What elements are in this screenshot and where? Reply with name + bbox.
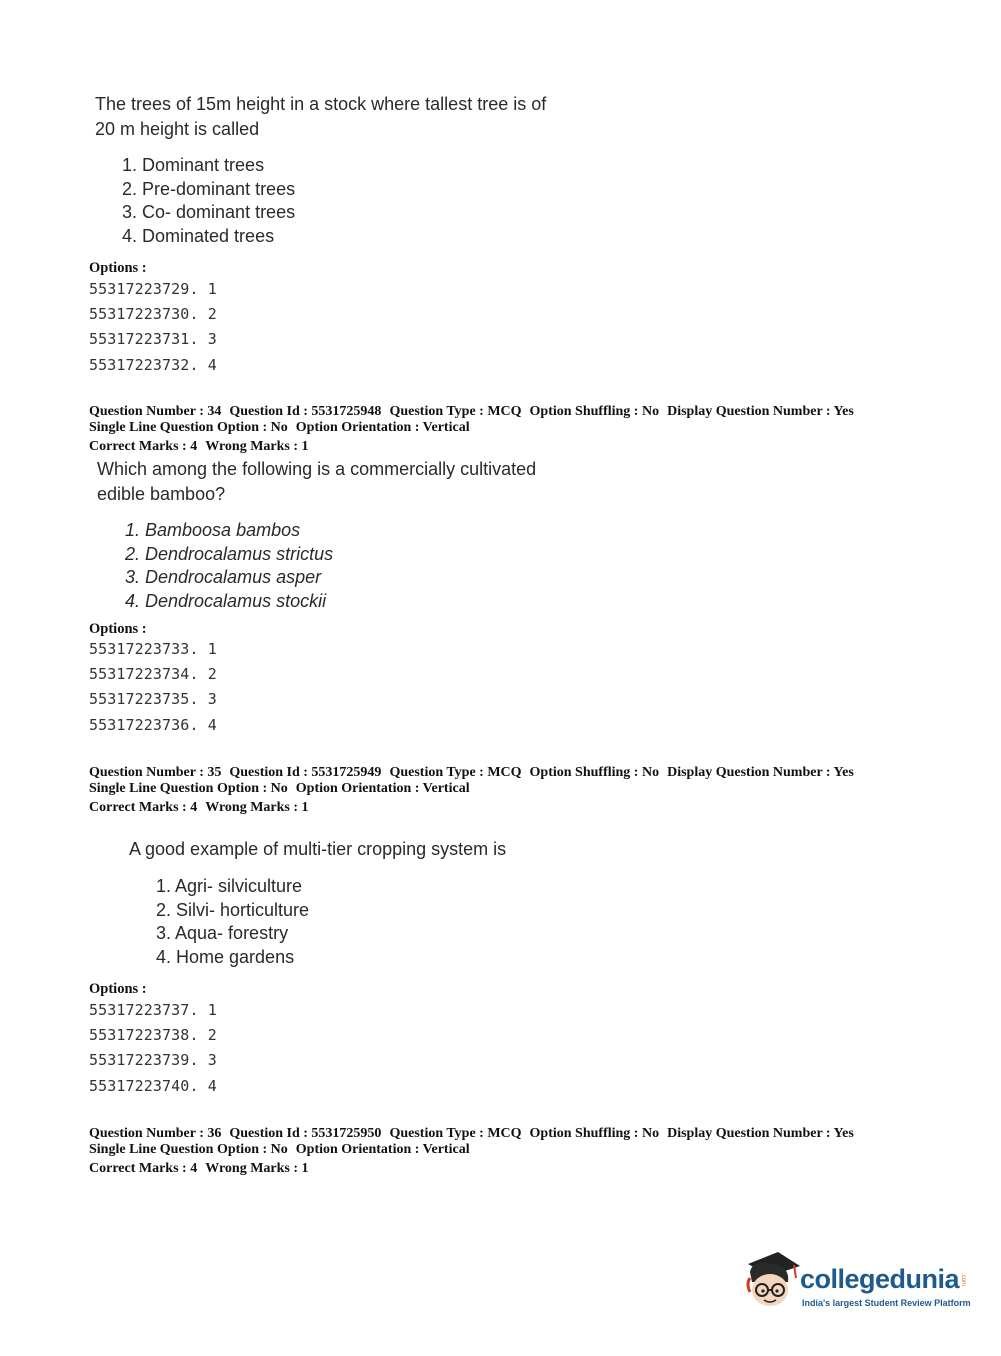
question-type: Question Type : MCQ (389, 404, 522, 419)
q34-choice: 3. Dendrocalamus asper (125, 567, 322, 587)
question-id: Question Id : 5531725949 (229, 765, 382, 780)
q35-meta (89, 765, 854, 816)
q33-choice: 1. Dominant trees (122, 155, 265, 175)
q34-text-line1: Which among the following is a commercially cultivated (97, 459, 537, 479)
q34-meta-line3 (89, 439, 854, 455)
q33-text-line1: The trees of 15m height in a stock where tallest tree is of (95, 94, 547, 114)
single-line-option: Single Line Question Option : No (89, 419, 288, 435)
question-type: Question Type : MCQ (389, 765, 522, 780)
q34-choice-list (125, 519, 333, 613)
option-id: 55317223729. 1 (89, 280, 217, 298)
q34-options-label: Options : (89, 621, 147, 637)
q34-meta-line1 (89, 404, 854, 420)
option-id: 55317223736. 4 (89, 715, 217, 734)
q36-meta (89, 1126, 854, 1177)
q34-choice: 2. Dendrocalamus strictus (125, 543, 334, 564)
option-id: 55317223740. 4 (89, 1076, 217, 1095)
q35-options-label: Options : (89, 981, 147, 997)
option-orientation: Option Orientation : Vertical (295, 1141, 470, 1157)
option-id: 55317223732. 4 (89, 355, 217, 374)
q35-choice: 1. Agri- silviculture (156, 876, 303, 896)
q35-choice: 3. Aqua- forestry (156, 923, 289, 943)
q33-choice: 2. Pre-dominant trees (122, 178, 296, 199)
q34-option-ids (89, 637, 217, 738)
q33-options-label: Options : (89, 260, 147, 276)
correct-marks: Correct Marks : 4 (89, 1161, 198, 1176)
option-orientation: Option Orientation : Vertical (295, 780, 470, 796)
display-question-number: Display Question Number : Yes (667, 404, 854, 419)
option-id: 55317223731. 3 (89, 330, 217, 349)
option-shuffling: Option Shuffling : No (529, 404, 660, 419)
question-id: Question Id : 5531725948 (229, 404, 382, 419)
q35-text-line1: A good example of multi-tier cropping system is (129, 839, 507, 859)
logo-wordmark: collegedunia (800, 1264, 960, 1294)
option-id: 55317223734. 2 (89, 665, 217, 684)
question-id: Question Id : 5531725950 (229, 1126, 382, 1141)
question-number: Question Number : 35 (89, 765, 222, 780)
q33-text-line2: 20 m height is called (95, 118, 260, 139)
logo-tagline: India's largest Student Review Platform (802, 1298, 971, 1308)
option-id: 55317223735. 3 (89, 690, 217, 709)
q34-choice: 4. Dendrocalamus stockii (125, 590, 327, 611)
q36-meta-line2 (89, 1142, 854, 1158)
display-question-number: Display Question Number : Yes (667, 1126, 854, 1141)
correct-marks: Correct Marks : 4 (89, 800, 198, 815)
option-id: 55317223733. 1 (89, 640, 217, 658)
wrong-marks: Wrong Marks : 1 (205, 800, 309, 815)
wrong-marks: Wrong Marks : 1 (205, 439, 309, 454)
q34-meta (89, 404, 854, 455)
collegedunia-logo (742, 1248, 972, 1318)
q36-meta-line1 (89, 1126, 854, 1142)
q34-choice: 1. Bamboosa bambos (125, 520, 301, 540)
logo-com: .com (960, 1273, 966, 1287)
wrong-marks: Wrong Marks : 1 (205, 1161, 309, 1176)
single-line-option: Single Line Question Option : No (89, 780, 288, 796)
option-id: 55317223737. 1 (89, 1001, 217, 1019)
q35-choice: 4. Home gardens (156, 946, 295, 967)
question-number: Question Number : 36 (89, 1126, 222, 1141)
q36-meta-line3 (89, 1161, 854, 1177)
option-shuffling: Option Shuffling : No (529, 765, 660, 780)
student-mascot-icon (742, 1248, 802, 1312)
option-id: 55317223739. 3 (89, 1051, 217, 1070)
q35-choice: 2. Silvi- horticulture (156, 899, 310, 920)
q34-text-line2: edible bamboo? (97, 483, 226, 504)
q35-option-ids (89, 998, 217, 1099)
option-id: 55317223738. 2 (89, 1026, 217, 1045)
correct-marks: Correct Marks : 4 (89, 439, 198, 454)
option-id: 55317223730. 2 (89, 305, 217, 324)
question-type: Question Type : MCQ (389, 1126, 522, 1141)
q34-meta-line2 (89, 420, 854, 436)
q35-meta-line2 (89, 781, 854, 797)
q33-choice-list (122, 154, 295, 248)
q35-meta-line3 (89, 800, 854, 816)
q35-question-text (129, 837, 506, 862)
single-line-option: Single Line Question Option : No (89, 1141, 288, 1157)
q35-meta-line1 (89, 765, 854, 781)
q33-option-ids (89, 277, 217, 378)
option-orientation: Option Orientation : Vertical (295, 419, 470, 435)
q33-choice: 3. Co- dominant trees (122, 202, 296, 222)
q33-question-text (95, 92, 546, 141)
q33-choice: 4. Dominated trees (122, 225, 275, 246)
q34-question-text (97, 457, 536, 506)
q35-choice-list (156, 875, 309, 969)
display-question-number: Display Question Number : Yes (667, 765, 854, 780)
option-shuffling: Option Shuffling : No (529, 1126, 660, 1141)
question-number: Question Number : 34 (89, 404, 222, 419)
